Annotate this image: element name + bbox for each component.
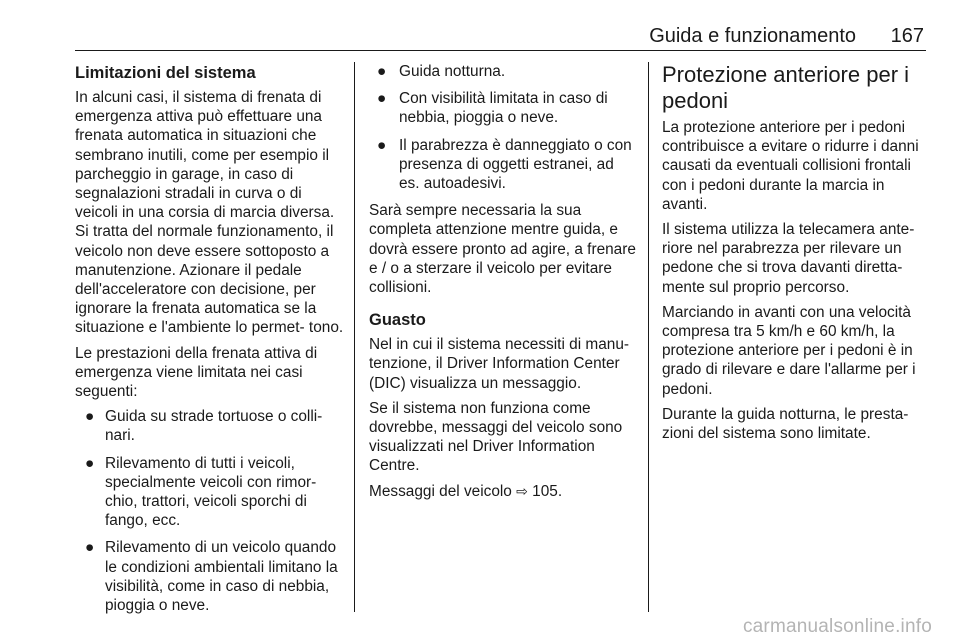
bullet-icon: ●: [377, 90, 387, 108]
bullet-icon: ●: [377, 63, 387, 80]
bullet-icon: ●: [85, 408, 95, 426]
paragraph: Nel in cui il sistema necessiti di manu‐ tenzione, il Driver Information Center (DIC) visualizza un messaggio.: [369, 336, 630, 392]
watermark: carmanualsonline.info: [742, 616, 932, 637]
column-divider: [354, 62, 355, 612]
paragraph: Le prestazioni della frenata attiva di emergenza viene limitata nei casi seguenti:: [75, 344, 318, 401]
paragraph: Marciando in avanti con una velocità compresa tra 5 km/h e 60 km/h, la protezione anteriore per i pedoni è in grado di rilevare e dare l'allarme per i pedoni.: [662, 303, 916, 398]
bullet-list: [75, 407, 347, 615]
paragraph: Durante la guida notturna, le presta‐ zioni del sistema sono limitate.: [662, 405, 909, 443]
cross-reference: Messaggi del veicolo ⇨ 105.: [369, 482, 563, 500]
column-left: [75, 62, 347, 623]
bullet-icon: ●: [85, 539, 95, 557]
list-item: ● Rilevamento di tutti i veicoli, specialmente veicoli con rimor‐ chio, trattori, veicoli sporchi di fango, ecc.: [85, 454, 317, 530]
paragraph: Sarà sempre necessaria la sua completa attenzione mentre guida, e dovrà essere pronto ad agire, a frenare e / o a sterzare il veicolo per evitare collisioni.: [369, 202, 636, 297]
bullet-icon: ●: [377, 136, 387, 154]
section-heading: Protezione anteriore per i pedoni: [662, 62, 910, 113]
list-item: ● Il parabrezza è danneggiato o con presenza di oggetti estranei, ad es. autoadesivi.: [377, 136, 632, 193]
column-right: [662, 62, 928, 449]
paragraph: La protezione anteriore per i pedoni contribuisce a evitare o ridurre i danni causati da eventuali collisioni frontali con i pedoni durante la marcia in avanti.: [662, 119, 919, 213]
section-heading: Guasto: [369, 311, 426, 330]
section-title: Guida e funzionamento: [649, 25, 856, 47]
section-heading: Limitazioni del sistema: [75, 64, 256, 82]
list-item: ● Con visibilità limitata in caso di nebbia, pioggia o neve.: [377, 90, 608, 127]
page-reference-arrow-icon: ⇨: [516, 482, 528, 499]
column-middle: [369, 62, 637, 507]
bullet-list: [369, 62, 637, 193]
page-header: [75, 22, 926, 51]
paragraph: Se il sistema non funziona come dovrebbe, messaggi del veicolo sono visualizzati nel Driver Information Centre.: [369, 399, 623, 475]
column-divider: [648, 62, 649, 612]
bullet-icon: ●: [85, 454, 95, 472]
paragraph: In alcuni casi, il sistema di frenata di emergenza attiva può effettuare una frenata automatica in situazioni che sembrano inutili, come per esempio il parcheggio in garage, in caso di segnalazioni stradali in curva o di veicoli in una corsia di marcia diversa. Si tratta del normale funzionamento, il veicolo non deve essere sottoposto a manutenzione. Azionare il pedale dell'acceleratore con decisione, per ignorare la frenata automatica se la situazione e l'ambiente lo permet‐ tono.: [75, 89, 344, 337]
paragraph: Il sistema utilizza la telecamera ante‐ riore nel parabrezza per rilevare un pedone che si trova davanti diretta‐ mente sul proprio percorso.: [662, 221, 915, 296]
page-reference-link[interactable]: 105.: [532, 482, 563, 500]
list-item: ● Rilevamento di un veicolo quando le condizioni ambientali limitano la visibilità, come in caso di nebbia, pioggia o neve.: [85, 539, 338, 615]
page-number: 167: [890, 25, 924, 47]
list-item: ● Guida notturna.: [377, 63, 506, 80]
list-item: ● Guida su strade tortuose o colli‐ nari.: [85, 408, 323, 445]
